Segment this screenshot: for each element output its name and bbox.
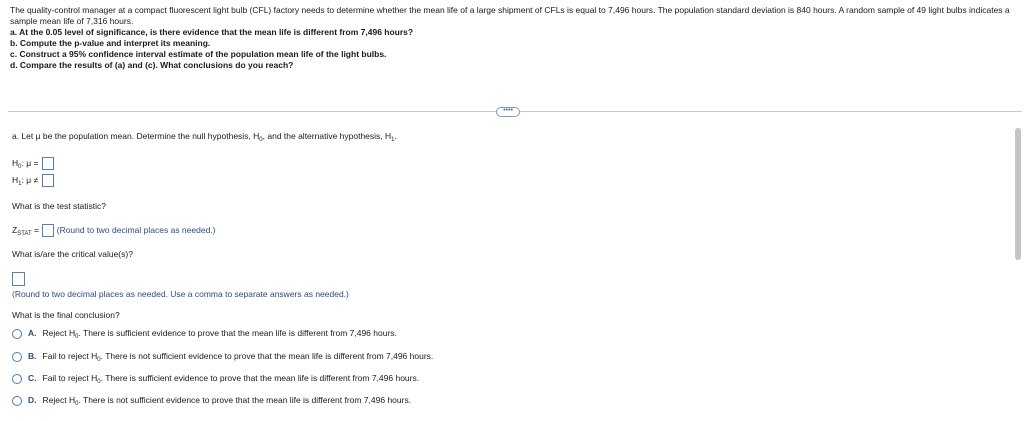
option-b-radio[interactable] xyxy=(12,352,22,362)
problem-part-b: b. Compute the p-value and interpret its meaning. xyxy=(10,38,211,49)
zstat-row: $Z_{STAT}$ = (Round to two decimal places as needed.) xyxy=(12,224,216,237)
option-c[interactable]: C. Fail to reject $H_0$. There is sufficient evidence to prove that the mean life is different from 7,496 hours. xyxy=(12,373,419,384)
critical-value-input[interactable] xyxy=(12,272,25,286)
problem-part-c: c. Construct a 95% confidence interval estimate of the population mean life of the light bulbs. xyxy=(10,49,387,60)
test-stat-question: What is the test statistic? xyxy=(12,201,107,211)
problem-part-d: d. Compare the results of (a) and (c). What conclusions do you reach? xyxy=(10,60,294,71)
problem-part-a: a. At the 0.05 level of significance, is there evidence that the mean life is different from 7,496 hours? xyxy=(10,27,414,38)
critical-hint: (Round to two decimal places as needed. Use a comma to separate answers as needed.) xyxy=(12,289,349,299)
option-c-radio[interactable] xyxy=(12,374,22,384)
option-a-radio[interactable] xyxy=(12,329,22,339)
option-b[interactable]: B. Fail to reject $H_0$. There is not sufficient evidence to prove that the mean life is different from 7,496 hours. xyxy=(12,351,433,362)
zstat-hint: (Round to two decimal places as needed.) xyxy=(56,224,216,235)
problem-statement xyxy=(10,5,1015,71)
null-hypothesis-row: $H_0$: μ = xyxy=(12,157,54,170)
expand-more-button[interactable]: •••• xyxy=(496,107,520,117)
problem-intro: The quality-control manager at a compact fluorescent light bulb (CFL) factory needs to determine whether the mean life of a large shipment of CFLs is equal to 7,496 hours. The population standard deviation is 840 hours. A random sample of 49 light bulbs indicates a sample mean life of 7,316 hours. xyxy=(10,5,1010,27)
conclusion-question: What is the final conclusion? xyxy=(12,310,120,320)
option-d[interactable]: D. Reject $H_0$. There is not sufficient evidence to prove that the mean life is different from 7,496 hours. xyxy=(12,395,411,406)
critical-question: What is/are the critical value(s)? xyxy=(12,249,133,259)
zstat-input[interactable] xyxy=(42,224,54,237)
critical-input-row xyxy=(12,272,25,286)
alt-hypothesis-row: $H_1$: μ ≠ xyxy=(12,174,54,187)
null-hypothesis-input[interactable] xyxy=(42,157,54,170)
option-d-radio[interactable] xyxy=(12,396,22,406)
alt-hypothesis-input[interactable] xyxy=(42,174,54,187)
hypothesis-question: a. Let μ be the population mean. Determine the null hypothesis, $H_0$, and the alternative hypothesis, $H_1$. xyxy=(12,131,397,143)
vertical-scrollbar[interactable] xyxy=(1015,128,1021,260)
option-a[interactable]: A. Reject $H_0$. There is sufficient evidence to prove that the mean life is different from 7,496 hours. xyxy=(12,328,397,339)
